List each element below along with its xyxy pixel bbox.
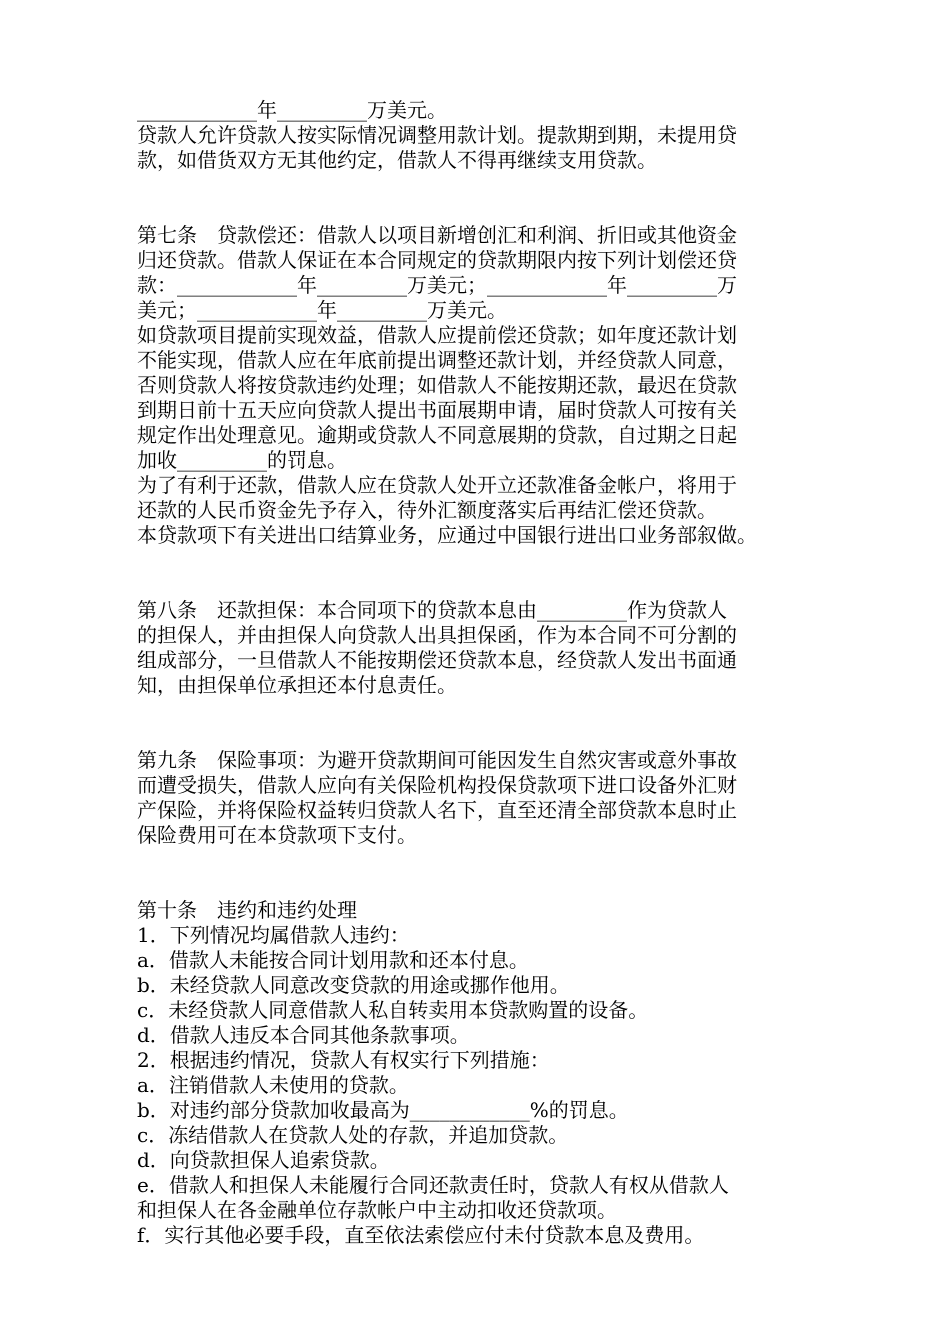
text-line: 归还贷款。借款人保证在本合同规定的贷款期限内按下列计划偿还贷 xyxy=(137,248,737,272)
text-line: c．冻结借款人在贷款人处的存款，并追加贷款。 xyxy=(137,1123,569,1147)
text-line: 贷款人允许贷款人按实际情况调整用款计划。提款期到期，未提用贷 xyxy=(137,123,737,147)
text-line: 规定作出处理意见。逾期或贷款人不同意展期的贷款，自过期之日起 xyxy=(137,423,737,447)
text-line: 产保险，并将保险权益转归贷款人名下，直至还清全部贷款本息时止 xyxy=(137,798,737,822)
text-line: 2．根据违约情况，贷款人有权实行下列措施： xyxy=(137,1048,550,1072)
text-line: d．向贷款担保人追索贷款。 xyxy=(137,1148,390,1172)
text-line: ____________年_________万美元。 xyxy=(137,98,447,122)
text-line: 的担保人，并由担保人向贷款人出具担保函，作为本合同不可分割的 xyxy=(137,623,737,647)
text-line: 不能实现，借款人应在年底前提出调整还款计划，并经贷款人同意， xyxy=(137,348,737,372)
text-line: b．未经贷款人同意改变贷款的用途或挪作他用。 xyxy=(137,973,570,997)
text-line: d．借款人违反本合同其他条款事项。 xyxy=(137,1023,470,1047)
section-spacer xyxy=(137,848,817,898)
article-7-repayment xyxy=(137,223,817,548)
text-line: b．对违约部分贷款加收最高为____________%的罚息。 xyxy=(137,1098,629,1122)
section-6-continuation xyxy=(137,98,817,173)
text-line: e．借款人和担保人未能履行合同还款责任时，贷款人有权从借款人 xyxy=(137,1173,729,1197)
text-line: a．注销借款人未使用的贷款。 xyxy=(137,1073,409,1097)
text-line: 1．下列情况均属借款人违约： xyxy=(137,923,410,947)
text-line: 为了有利于还款，借款人应在贷款人处开立还款准备金帐户，将用于 xyxy=(137,473,737,497)
article-heading-line: 第九条 保险事项：为避开贷款期间可能因发生自然灾害或意外事故 xyxy=(137,748,737,772)
text-line: f．实行其他必要手段，直至依法索偿应付未付贷款本息及费用。 xyxy=(137,1223,705,1247)
text-line: 到期日前十五天应向贷款人提出书面展期申请，届时贷款人可按有关 xyxy=(137,398,737,422)
article-heading-line: 第八条 还款担保：本合同项下的贷款本息由_________作为贷款人 xyxy=(137,598,727,622)
document-page xyxy=(137,98,817,1248)
section-spacer xyxy=(137,173,817,223)
text-line: 美元；____________年_________万美元。 xyxy=(137,298,507,322)
article-heading-line: 第七条 贷款偿还：借款人以项目新增创汇和利润、折旧或其他资金 xyxy=(137,223,737,247)
text-line: 加收_________的罚息。 xyxy=(137,448,347,472)
text-line: 而遭受损失，借款人应向有关保险机构投保贷款项下进口设备外汇财 xyxy=(137,773,737,797)
text-line: 如贷款项目提前实现效益，借款人应提前偿还贷款；如年度还款计划 xyxy=(137,323,737,347)
section-spacer xyxy=(137,698,817,748)
text-line: 知，由担保单位承担还本付息责任。 xyxy=(137,673,457,697)
text-line: 组成部分，一旦借款人不能按期偿还贷款本息，经贷款人发出书面通 xyxy=(137,648,737,672)
text-line: 款，如借货双方无其他约定，借款人不得再继续支用贷款。 xyxy=(137,148,657,172)
text-line: 款：____________年_________万美元；____________年_________万 xyxy=(137,273,737,297)
text-line: 还款的人民币资金先予存入，待外汇额度落实后再结汇偿还贷款。 xyxy=(137,498,717,522)
article-8-guarantee xyxy=(137,598,817,698)
text-line: 保险费用可在本贷款项下支付。 xyxy=(137,823,417,847)
text-line: 和担保人在各金融单位存款帐户中主动扣收还贷款项。 xyxy=(137,1198,617,1222)
article-9-insurance xyxy=(137,748,817,848)
article-10-default xyxy=(137,898,817,1248)
text-line: 否则贷款人将按贷款违约处理；如借款人不能按期还款，最迟在贷款 xyxy=(137,373,737,397)
section-spacer xyxy=(137,548,817,598)
text-line: c．未经贷款人同意借款人私自转卖用本贷款购置的设备。 xyxy=(137,998,649,1022)
text-line: a．借款人未能按合同计划用款和还本付息。 xyxy=(137,948,529,972)
article-heading-line: 第十条 违约和违约处理 xyxy=(137,898,357,922)
text-line: 本贷款项下有关进出口结算业务，应通过中国银行进出口业务部叙做。 xyxy=(137,523,757,547)
